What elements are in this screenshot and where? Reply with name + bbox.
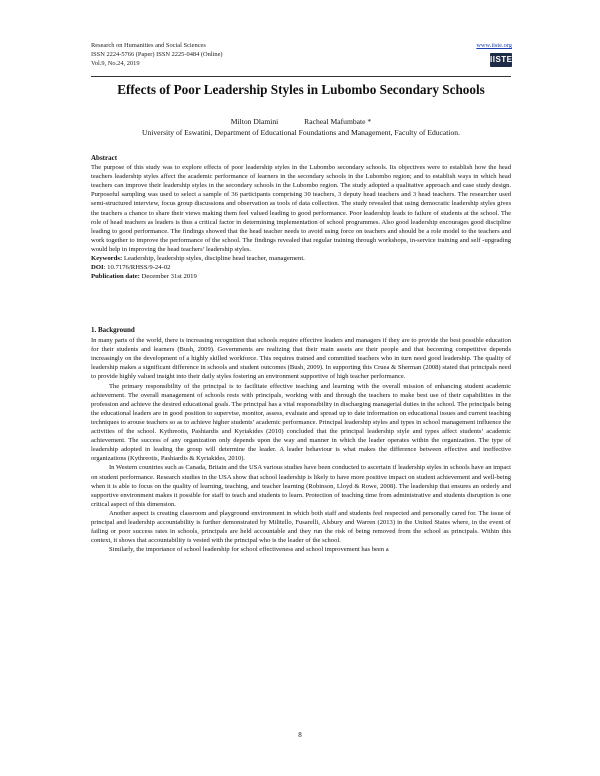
journal-header-right bbox=[476, 41, 512, 67]
author-affiliation: University of Eswatini, Department of Educational Foundations and Management, Faculty of Education. bbox=[141, 128, 461, 137]
author-list bbox=[91, 117, 511, 127]
doi-line bbox=[91, 263, 511, 272]
doi-value: : 10.7176/RHSS/9-24-02 bbox=[103, 264, 171, 272]
body-paragraph: Similarly, the importance of school leadership for school effectiveness and school improvement has been a bbox=[109, 546, 389, 554]
author-name: Racheal Mafumbate * bbox=[304, 117, 372, 126]
keywords-value: Leadership, leadership styles, discipline head teacher, management. bbox=[123, 255, 305, 263]
author-name: Milton Dlamini bbox=[230, 117, 279, 126]
body-paragraph: In many parts of the world, there is increasing recognition that schools require effective leaders and managers if they are to provide the best possible education for their students and learners (Bush, 2009). Governments are realizing that their main assets are their people and that becoming competitive depends increasingly on the development of a highly skilled workforce. This requires trained and committed teachers who in turn need good leadership. The quality of leadership makes a significant difference in schools and student outcomes (Bush, 2009). In supporting this Cruea & Sherman (2008) stated that principals need to provide highly valued insight into their daily styles fostering an environment supportive of high teacher performance. bbox=[91, 337, 511, 381]
abstract-text: The purpose of this study was to explore effects of poor leadership styles in the Lubombo secondary schools. Its objectives were to establish how the head teachers leadership styles affect the academic performance of learners in the secondary schools in the Lubombo region; and to establish ways in which head teachers can improve their leadership styles in the secondary schools in the Lubombo region. The study adopted a qualitative approach and case study design. Purposeful sampling was used to select a sample of 36 participants comprising 30 teachers, 3 deputy head teachers and 3 head teachers. The researcher used semi-structured interview, focus group discussions and observation as tools of data collection. The study revealed that using democratic leadership styles gives the teachers a chance to share their views making them feel valued leading to good performance. Poor leadership leads to failure of students at the school. The role of head teachers as leaders is thus a critical factor in determining implementation of school programmes. Also good leadership encourages good discipline leading to good performance. The findings showed that the head teacher needs to avoid using force on teachers and should be a role model to the teachers and work together to improve the performance of the school. The findings revealed that regular training through workshops, in-service training and self -upgrading would help in improving the head teachers’ leadership styles. bbox=[91, 164, 511, 253]
section-heading: 1. Background bbox=[91, 326, 135, 334]
abstract-heading: Abstract bbox=[91, 154, 118, 162]
website-link[interactable]: www.iiste.org bbox=[476, 42, 512, 49]
background-section bbox=[91, 326, 511, 554]
page-number: 8 bbox=[298, 731, 302, 739]
body-paragraph: Another aspect is creating classroom and playground environment in which both staff and students feel respected and personally cared for. The issue of principal and leadership accountability is further demonstrated by Militello, Fusarelli, Alsbury and Warren (2013) in the United States where, in the event of failing or poor success rates in schools, principals are held accountable and they run the risk of being removed from the school as principals. Within this context, it shows that accountability is vested with the principal who is the leader of the school. bbox=[91, 509, 511, 545]
pubdate-label: Publication date: bbox=[91, 273, 140, 281]
pubdate-value: December 31st 2019 bbox=[141, 273, 197, 281]
journal-issn: ISSN 2224-5766 (Paper) ISSN 2225-0484 (Online) bbox=[91, 51, 223, 59]
paper-title: Effects of Poor Leadership Styles in Lubombo Secondary Schools bbox=[117, 82, 485, 97]
iiste-logo: IISTE bbox=[490, 53, 512, 67]
journal-volume: Vol.9, No.24, 2019 bbox=[91, 60, 140, 68]
journal-name: Research on Humanities and Social Sciences bbox=[91, 42, 206, 49]
doi-label: DOI bbox=[91, 264, 104, 272]
body-paragraph: In Western countries such as Canada, Britain and the USA various studies have been conducted to ascertain if leadership styles in schools have an impact on student performance. Research studies in the USA show that school leadership is likely to have more positive impact on student achievement and well-being when it is able to focus on the quality of learning, teaching, and teacher learning (Robinson, Lloyd & Rowe, 2008). The leadership that ensures an orderly and supportive environment makes it possible for staff to teach and students to learn. Protection of teaching time from administrative and students disruption is one critical aspect of this dimension. bbox=[91, 464, 511, 508]
pubdate-line bbox=[91, 272, 511, 281]
journal-header bbox=[91, 41, 223, 69]
abstract-section bbox=[91, 154, 511, 281]
keywords-label: Keywords: bbox=[91, 255, 123, 263]
keywords-line bbox=[91, 254, 511, 263]
header-divider bbox=[91, 76, 511, 77]
body-paragraph: The primary responsibility of the principal is to facilitate effective teaching and learning with the overall mission of enhancing student academic achievement. The overall management of schools rests with principals, working with and through the teachers to make best use of their capabilities in the profession and achieve the desired educational goals. The principal has a vital responsibility in discharging managerial duties in the school. The principals being the educational leaders are in good position to supervise, monitor, assess, evaluate and spread up to date information on educational issues and current teaching techniques to arouse teachers so as to achieve higher students’ academic performance. Principal leadership styles and types in school management influence the activities of the school. Kythreotis, Pashiardis and Kyriakides (2010) concluded that the principal leadership style and types affect students’ academic achievement. The success of any organization only depends upon the way and manner in which the leader operates within the organization. The type of leadership adopted in leading the group will determine the leader. A leader behaviour is what makes the difference between effective and ineffective organizations (Kythreotis, Pashiardis & Kyriakides, 2010). bbox=[91, 382, 511, 463]
